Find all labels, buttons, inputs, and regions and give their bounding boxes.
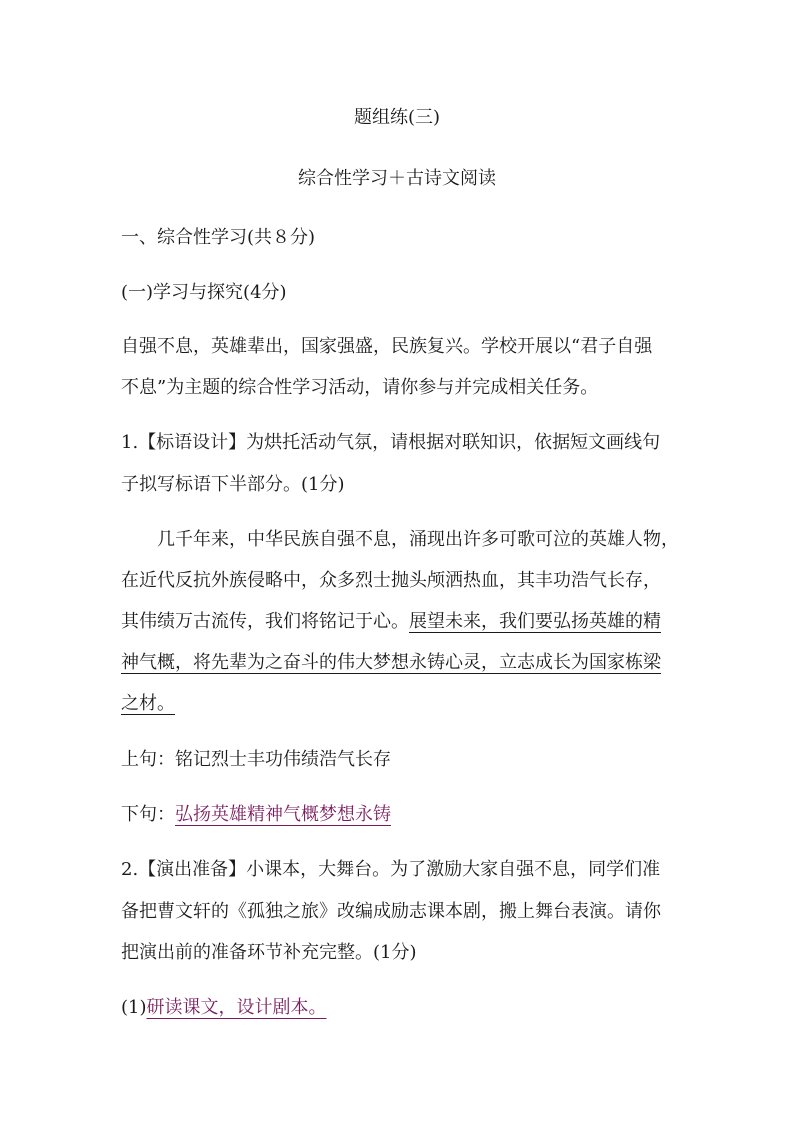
upper-couplet-label: 上句： <box>121 749 175 770</box>
question-1-line-2: 子拟写标语下半部分。(1分) <box>121 474 345 495</box>
intro-line-2: 不息”为主题的综合性学习活动，请你参与并完成相关任务。 <box>121 377 599 398</box>
section-heading: 一、综合性学习(共８分) <box>121 227 316 248</box>
passage-line-3 <box>121 610 681 634</box>
question-2-item-answer: 研读课文，设计剧本。 <box>146 997 327 1018</box>
lower-couplet-answer: 弘扬英雄精神气概梦想永铸 <box>175 804 391 825</box>
passage-line-5: 之材。 <box>121 693 175 714</box>
question-2-line-2: 备把曹文轩的《孤独之旅》改编成励志课本剧，搬上舞台表演。请你 <box>121 901 661 922</box>
passage-plain-text: 其伟绩万古流传，我们将铭记于心。 <box>121 611 409 632</box>
part-heading: (一)学习与探究(4分) <box>121 282 287 303</box>
passage-underlined-text: 展望未来，我们要弘扬英雄的精 <box>409 611 661 632</box>
upper-couplet-text: 铭记烈士丰功伟绩浩气长存 <box>175 749 391 770</box>
passage-line-1: 几千年来，中华民族自强不息，涌现出许多可歌可泣的英雄人物， <box>157 529 679 550</box>
lower-couplet-label: 下句： <box>121 804 175 825</box>
question-2-line-1: 2.【演出准备】小课本，大舞台。为了激励大家自强不息，同学们准 <box>121 859 661 880</box>
passage-line-4: 神气概，将先辈为之奋斗的伟大梦想永铸心灵，立志成长为国家栋梁 <box>121 652 661 673</box>
page-title: 题组练(三) <box>353 107 441 128</box>
intro-line-1: 自强不息，英雄辈出，国家强盛，民族复兴。学校开展以“君子自强 <box>121 336 653 357</box>
question-2-item-label: (1) <box>121 997 147 1018</box>
passage-line-2: 在近代反抗外族侵略中，众多烈士抛头颅洒热血，其丰功浩气长存， <box>121 570 661 591</box>
upper-couplet <box>121 748 681 772</box>
question-2-line-3: 把演出前的准备环节补充完整。(1分) <box>121 942 417 963</box>
question-1-line-1: 1.【标语设计】为烘托活动气氛，请根据对联知识，依据短文画线句 <box>121 432 661 453</box>
question-2-item-1 <box>121 996 681 1020</box>
page-subtitle: 综合性学习＋古诗文阅读 <box>298 168 496 189</box>
lower-couplet <box>121 803 681 827</box>
